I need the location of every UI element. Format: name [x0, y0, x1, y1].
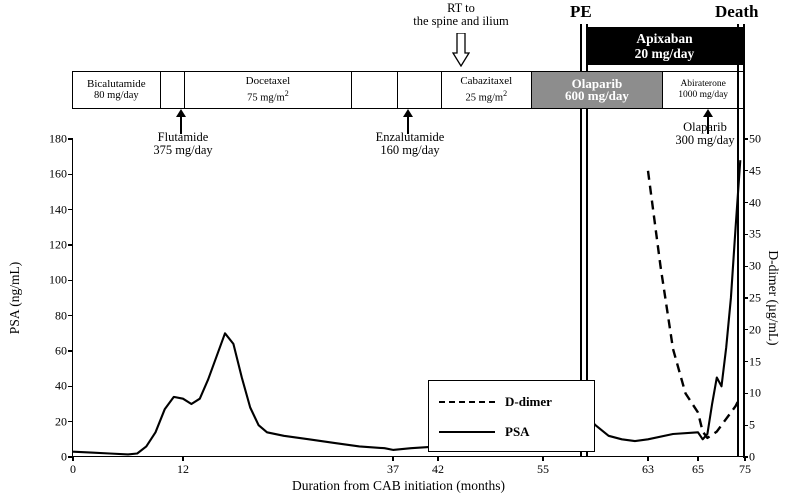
- enzalutamide-line1: Enzalutamide: [375, 130, 445, 144]
- y-tick-right-10: 10: [749, 385, 761, 400]
- x-tick-0: 0: [70, 462, 76, 476]
- x-tick-37: 37: [387, 462, 399, 476]
- y-tickmark-right-35: [743, 234, 748, 235]
- x-tick-55: 55: [537, 462, 549, 476]
- x-tick-63: 63: [642, 462, 654, 476]
- x-tickmark-12: [182, 456, 183, 461]
- rt-annotation: [396, 2, 526, 28]
- x-axis-label: Duration from CAB initiation (months): [292, 478, 505, 493]
- y-tickmark-right-45: [743, 170, 748, 171]
- y-tick-right-5: 5: [749, 417, 755, 432]
- y-tickmark-left-40: [68, 386, 73, 387]
- flutamide-line1: Flutamide: [157, 130, 209, 144]
- apixaban-line2: 20 mg/day: [634, 46, 695, 61]
- y-tick-right-15: 15: [749, 354, 761, 369]
- legend-item-d-dimer: [429, 388, 594, 416]
- y-tick-right-40: 40: [749, 195, 761, 210]
- apixaban-line1: Apixaban: [636, 31, 693, 46]
- olaparib300-line2: 300 mg/day: [675, 133, 735, 147]
- treatment-drug-7: Abiraterone: [680, 79, 726, 89]
- y-tick-right-45: 45: [749, 163, 761, 178]
- rt-annotation-line1: RT to: [447, 1, 475, 15]
- x-tick-75: 75: [739, 462, 751, 476]
- treatment-bar: [72, 71, 744, 109]
- treatment-segment-cabazitaxel: [442, 72, 532, 108]
- y-tick-left-0: 0: [61, 449, 67, 464]
- treatment-drug-0: Bicalutamide: [87, 77, 146, 90]
- legend-item-psa: [429, 418, 594, 446]
- y-tick-right-35: 35: [749, 226, 761, 241]
- chart-curves: [73, 139, 745, 457]
- y-tickmark-right-30: [743, 266, 748, 267]
- psa-line: [73, 160, 740, 454]
- olaparib300-line1: Olaparib: [683, 120, 727, 134]
- legend-swatch-dashed: [439, 395, 495, 409]
- y-axis-label-left-text: PSA (ng/mL): [7, 261, 22, 335]
- y-tick-right-50: 50: [749, 131, 761, 146]
- y-tick-right-20: 20: [749, 322, 761, 337]
- y-axis-label-left: [6, 139, 24, 457]
- flutamide-line2: 375 mg/day: [153, 143, 213, 157]
- y-tick-left-120: 120: [49, 237, 67, 252]
- y-tick-left-100: 100: [49, 272, 67, 287]
- treatment-segment-bicalutamide: [73, 72, 161, 108]
- treatment-drug-6: Olaparib: [571, 75, 623, 91]
- treatment-drug-5: Cabazitaxel: [460, 75, 513, 88]
- y-tickmark-left-60: [68, 350, 73, 351]
- y-tickmark-left-180: [68, 138, 73, 139]
- treatment-segment-gap-1: [161, 72, 185, 108]
- y-tick-left-160: 160: [49, 166, 67, 181]
- y-tickmark-left-20: [68, 421, 73, 422]
- x-tick-12: 12: [177, 462, 189, 476]
- treatment-drug-2: Docetaxel: [245, 75, 291, 88]
- y-axis-label-right-text: D-dimer (µg/mL): [766, 250, 781, 346]
- treatment-segment-abiraterone: [663, 72, 743, 108]
- treatment-dose-5: 25 $mg/m^2$: [465, 88, 508, 104]
- y-tick-left-60: 60: [55, 343, 67, 358]
- x-tickmark-37: [392, 456, 393, 461]
- treatment-dose-6: 600 mg/day: [564, 88, 629, 103]
- x-tick-42: 42: [432, 462, 444, 476]
- y-tick-left-20: 20: [55, 414, 67, 429]
- d-dimer-line: [648, 171, 740, 438]
- treatment-segment-gap-3: [398, 72, 442, 108]
- y-tick-left-40: 40: [55, 378, 67, 393]
- y-tickmark-right-5: [743, 425, 748, 426]
- y-axis-label-right: [764, 139, 782, 457]
- x-tickmark-75: [744, 456, 745, 461]
- chart-legend: [428, 380, 595, 452]
- legend-swatch-solid: [439, 425, 495, 439]
- enzalutamide-line2: 160 mg/day: [380, 143, 440, 157]
- treatment-segment-docetaxel: [185, 72, 353, 108]
- y-tickmark-left-140: [68, 209, 73, 210]
- y-tickmark-right-40: [743, 202, 748, 203]
- y-tickmark-left-100: [68, 280, 73, 281]
- x-tick-65: 65: [692, 462, 704, 476]
- y-tick-right-0: 0: [749, 449, 755, 464]
- legend-label-d-dimer: D-dimer: [505, 394, 552, 409]
- x-tickmark-42: [437, 456, 438, 461]
- rt-annotation-line2: the spine and ilium: [413, 14, 509, 28]
- y-tickmark-right-50: [743, 138, 748, 139]
- y-tick-left-80: 80: [55, 308, 67, 323]
- y-tickmark-right-25: [743, 297, 748, 298]
- y-tick-left-140: 140: [49, 202, 67, 217]
- pe-label: PE: [570, 2, 592, 21]
- legend-label-psa: PSA: [505, 424, 530, 439]
- treatment-dose-2: 75 $mg/m^2$: [247, 88, 289, 104]
- y-tickmark-right-20: [743, 329, 748, 330]
- y-tick-right-30: 30: [749, 258, 761, 273]
- y-tickmark-left-120: [68, 244, 73, 245]
- treatment-dose-7: 1000 mg/day: [678, 90, 729, 100]
- treatment-segment-gap-2: [352, 72, 398, 108]
- y-tick-right-25: 25: [749, 290, 761, 305]
- y-tickmark-right-15: [743, 361, 748, 362]
- x-tickmark-65: [697, 456, 698, 461]
- x-tickmark-55: [542, 456, 543, 461]
- y-tickmark-right-10: [743, 393, 748, 394]
- treatment-segment-olaparib-600: [532, 72, 664, 108]
- apixaban-box: [586, 27, 743, 65]
- y-tick-left-180: 180: [49, 131, 67, 146]
- x-tickmark-63: [647, 456, 648, 461]
- y-tickmark-left-80: [68, 315, 73, 316]
- treatment-dose-0: 80 mg/day: [94, 90, 139, 101]
- rt-down-arrow-icon: [452, 33, 470, 67]
- death-label: Death: [715, 2, 759, 21]
- y-tickmark-left-160: [68, 174, 73, 175]
- x-tickmark-0: [72, 456, 73, 461]
